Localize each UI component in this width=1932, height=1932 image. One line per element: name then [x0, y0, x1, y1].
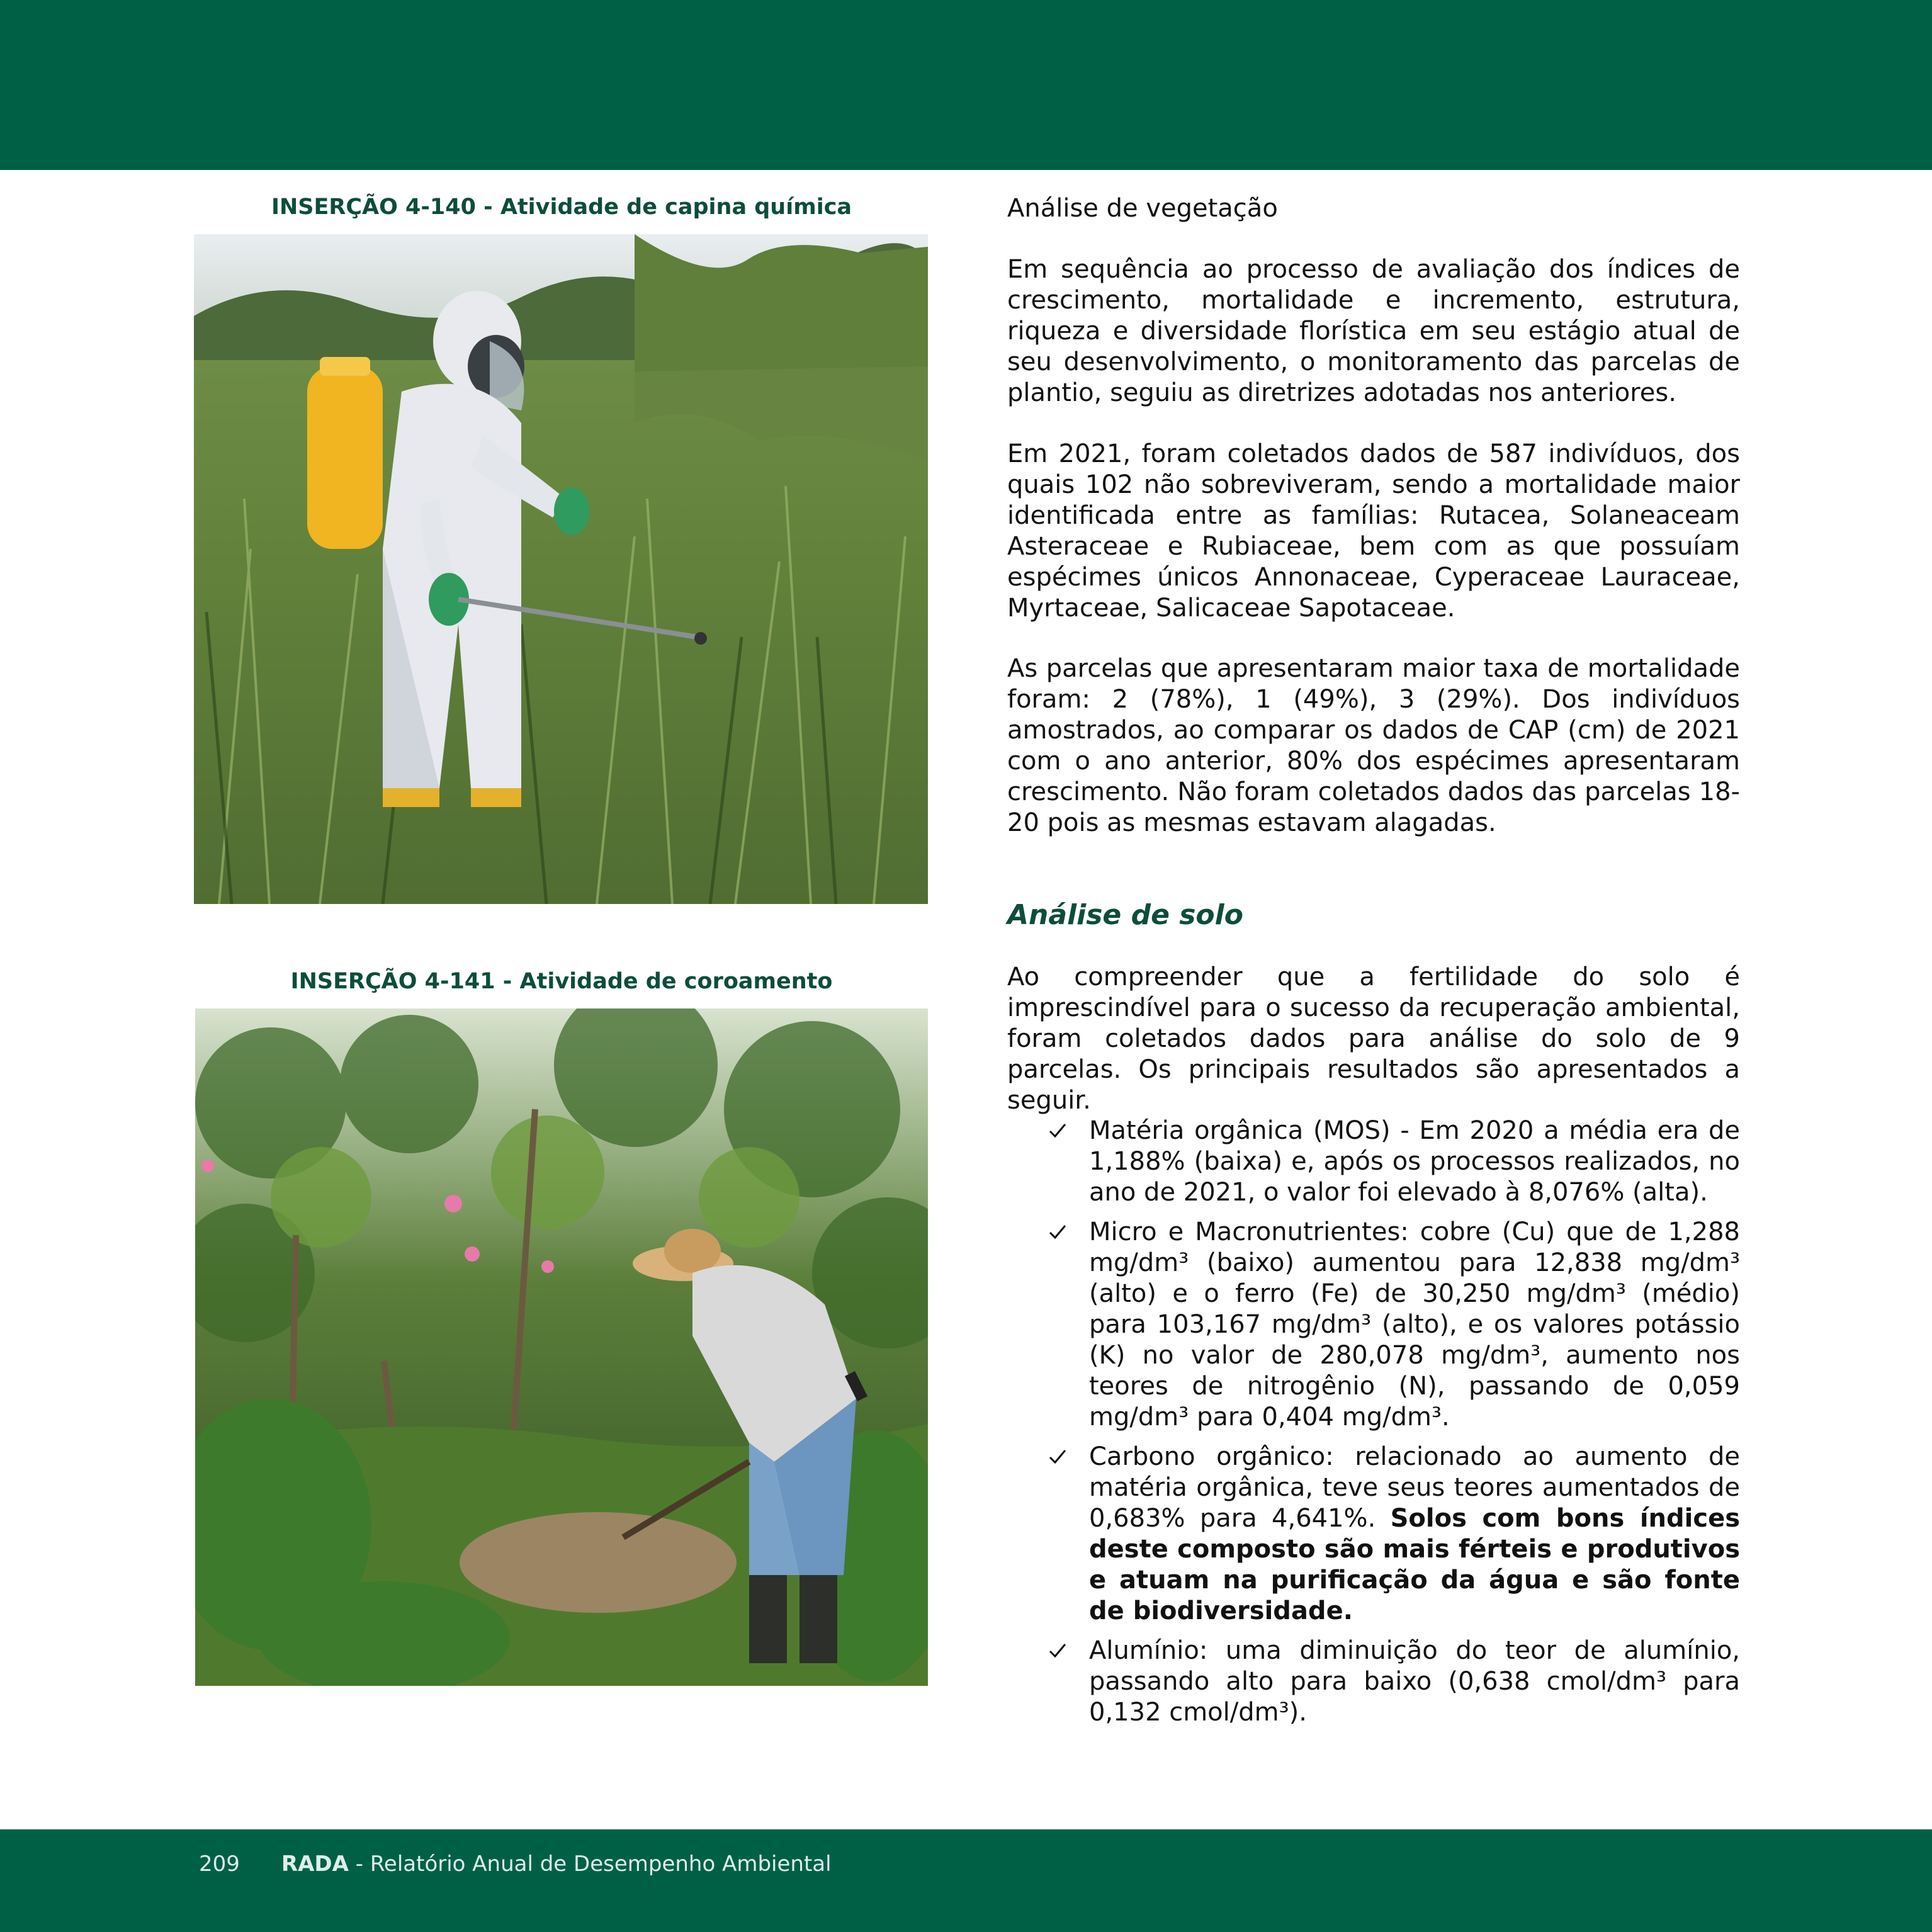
photo-caption-coroamento: INSERÇÃO 4-141 - Atividade de coroamento	[290, 969, 833, 994]
bullet-text: Micro e Macronutrientes: cobre (Cu) que de 1,288 mg/dm³ (baixo) aumentou para 12,838 mg/dm³ (alto) e o ferro (Fe) de 30,250 mg/dm³ (médio) para 103,167 mg/dm³ (alto), e os valores potássio (K) no valor de 280,078 mg/dm³, aumento nos teores de nitrogênio (N), passando de 0,059 mg/dm³ para 0,404 mg/dm³.	[1089, 1217, 1740, 1432]
footer-title: - Relatório Anual de Desempenho Ambiental	[348, 1851, 832, 1877]
list-item	[1048, 1442, 1740, 1627]
photo-capina-quimica	[194, 234, 928, 904]
footer	[199, 1848, 832, 1880]
vegetation-paragraph-1: Em sequência ao processo de avaliação dos índices de crescimento, mortalidade e incremento, estrutura, riqueza e diversidade florística em seu estágio atual de seu desenvolvimento, o monitoramento das parcelas de plantio, seguiu as diretrizes adotadas nos anteriores.	[1007, 255, 1740, 407]
bottom-band	[0, 1829, 1932, 1932]
photo-caption-capina: INSERÇÃO 4-140 - Atividade de capina química	[271, 195, 852, 220]
checkmark-icon	[1048, 1217, 1073, 1248]
checkmark-icon	[1048, 1116, 1073, 1146]
soil-heading: Análise de solo	[1007, 899, 1243, 931]
vegetation-paragraph-3: As parcelas que apresentaram maior taxa de mortalidade foram: 2 (78%), 1 (49%), 3 (29%). Dos indivíduos amostrados, ao comparar os dados de CAP (cm) de 2021 com o ano anterior, 80% dos espécimes apresentaram crescimento. Não foram coletados dados das parcelas 18-20 pois as mesmas estavam alagadas.	[1007, 654, 1740, 837]
bullet-text: Matéria orgânica (MOS) - Em 2020 a média era de 1,188% (baixa) e, após os processos realizados, no ano de 2021, o valor foi elevado à 8,076% (alta).	[1089, 1116, 1740, 1207]
soil-results-list	[1048, 1116, 1740, 1737]
checkmark-icon	[1048, 1442, 1073, 1472]
footer-brand: RADA	[281, 1851, 349, 1877]
vegetation-heading: Análise de vegetação	[1007, 194, 1278, 223]
checkmark-icon	[1048, 1635, 1073, 1666]
list-item	[1048, 1635, 1740, 1728]
bullet-text: Alumínio: uma diminuição do teor de alumínio, passando alto para baixo (0,638 cmol/dm³ para 0,132 cmol/dm³).	[1089, 1636, 1740, 1727]
vegetation-paragraph-2: Em 2021, foram coletados dados de 587 indivíduos, dos quais 102 não sobreviveram, sendo a mortalidade maior identificada entre as famílias: Rutacea, Solaneaceam Asteraceae e Rubiaceae, bem com as que possuíam espécimes únicos Annonaceae, Cyperaceae Lauraceae, Myrtaceae, Salicaceae Sapotaceae.	[1007, 439, 1740, 623]
photo-coroamento	[195, 1008, 928, 1686]
top-band	[0, 0, 1932, 170]
list-item	[1048, 1217, 1740, 1433]
list-item	[1048, 1116, 1740, 1208]
bullet-bold-text: Solos com bons índices deste composto são mais férteis e produtivos e atuam na purificação da água e são fonte de biodiversidade.	[1089, 1504, 1740, 1625]
bullet-text: Carbono orgânico: relacionado ao aumento de matéria orgânica, teve seus teores aumentados de 0,683% para 4,641%.	[1089, 1442, 1740, 1533]
soil-intro: Ao compreender que a fertilidade do solo é imprescindível para o sucesso da recuperação ambiental, foram coletados dados para análise do solo de 9 parcelas. Os principais resultados são apresentados a seguir.	[1007, 963, 1740, 1115]
page-number: 209	[199, 1851, 240, 1877]
